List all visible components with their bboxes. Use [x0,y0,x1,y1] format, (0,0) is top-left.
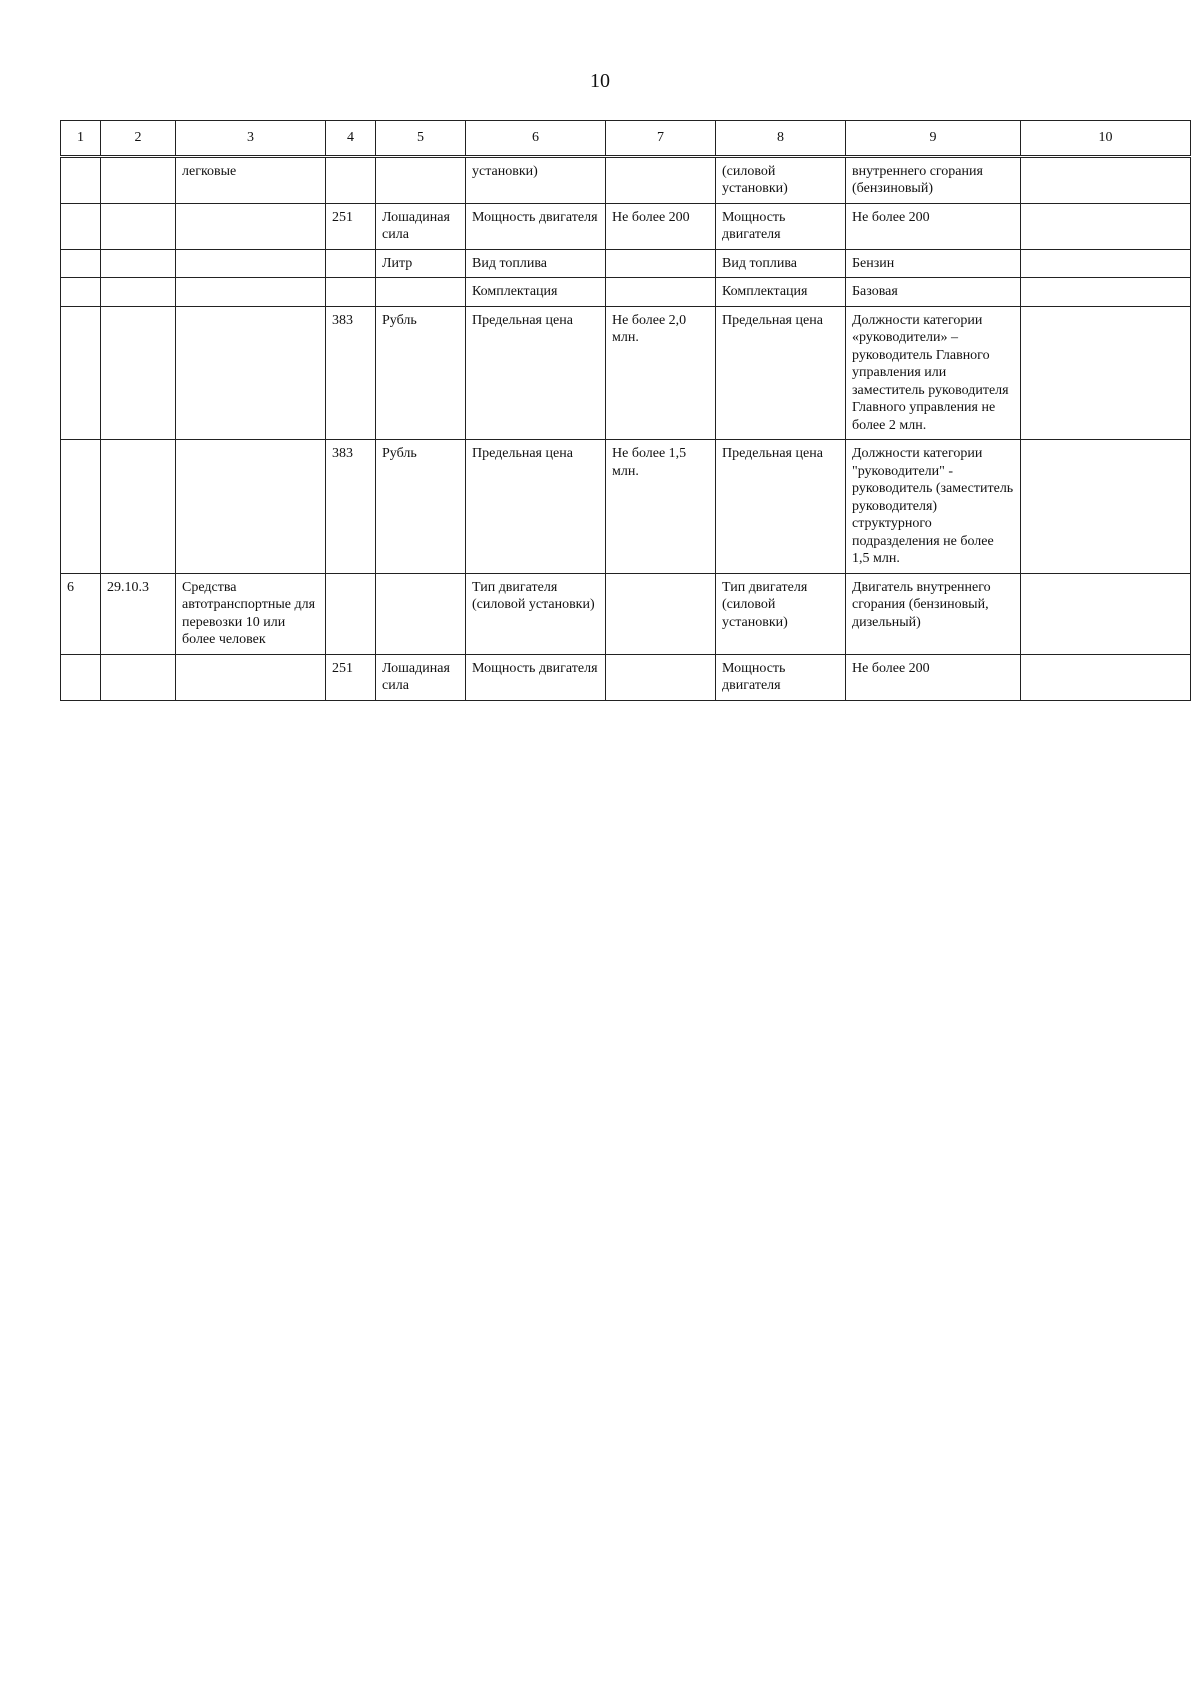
table-cell: Бензин [846,249,1021,278]
table-cell [61,203,101,249]
table-cell [61,156,101,203]
table-cell: Лошадиная сила [376,654,466,700]
table-row [61,654,1191,700]
table-cell: Не более 200 [846,203,1021,249]
table-cell: Мощность двигателя [716,654,846,700]
table-cell [61,440,101,574]
column-header: 7 [606,121,716,157]
table-cell [1021,573,1191,654]
table-cell [61,249,101,278]
table-cell [326,249,376,278]
column-header: 4 [326,121,376,157]
table-cell [101,440,176,574]
table-cell [326,156,376,203]
table-cell: Не более 200 [606,203,716,249]
table-row [61,249,1191,278]
column-header: 3 [176,121,326,157]
table-row [61,203,1191,249]
table-cell: Предельная цена [466,440,606,574]
table-cell: Тип двигателя (силовой установки) [716,573,846,654]
table-cell: Комплектация [466,278,606,307]
table-cell: Мощность двигателя [466,654,606,700]
table-cell [176,440,326,574]
table-row [61,156,1191,203]
table-cell: Литр [376,249,466,278]
table-cell [1021,306,1191,440]
page-number: 10 [590,70,610,92]
table-cell [1021,203,1191,249]
table-cell: Базовая [846,278,1021,307]
table-cell: 251 [326,203,376,249]
column-number-row [61,121,1191,157]
table-cell [176,654,326,700]
table-cell [376,573,466,654]
table-cell [376,156,466,203]
table-cell [606,249,716,278]
table-cell: 383 [326,440,376,574]
column-header: 1 [61,121,101,157]
table-cell [326,573,376,654]
table-cell [606,654,716,700]
table-cell: легковые [176,156,326,203]
table-cell: Предельная цена [466,306,606,440]
table-cell [606,156,716,203]
table-cell: Средства автотранспортные для перевозки 10 или более человек [176,573,326,654]
table-cell [1021,156,1191,203]
table-cell: Должности категории «руководители» – руководитель Главного управления или заместитель руководителя Главного управления не более 2 млн. [846,306,1021,440]
table-cell [606,573,716,654]
table-cell [101,203,176,249]
column-header: 5 [376,121,466,157]
column-header: 2 [101,121,176,157]
table-cell: Рубль [376,440,466,574]
table-cell: 6 [61,573,101,654]
table-cell [101,249,176,278]
table-cell: Должности категории "руководители" - руководитель (заместитель руководителя) структурного подразделения не более 1,5 млн. [846,440,1021,574]
table-cell: Вид топлива [716,249,846,278]
table-cell: Предельная цена [716,306,846,440]
table-cell [101,306,176,440]
table-cell: 383 [326,306,376,440]
table-cell [606,278,716,307]
table-row [61,440,1191,574]
table-row [61,278,1191,307]
table-cell [176,306,326,440]
requirements-table [60,120,1191,701]
table-cell [1021,440,1191,574]
table-cell: Не более 1,5 млн. [606,440,716,574]
column-header: 9 [846,121,1021,157]
table-cell: Тип двигателя (силовой установки) [466,573,606,654]
table-cell: Двигатель внутреннего сгорания (бензиновый, дизельный) [846,573,1021,654]
table-cell: внутреннего сгорания (бензиновый) [846,156,1021,203]
table-cell: установки) [466,156,606,203]
table-cell [376,278,466,307]
table-cell [61,278,101,307]
table-row [61,306,1191,440]
table-cell: Мощность двигателя [716,203,846,249]
table-cell [61,654,101,700]
table-cell: 251 [326,654,376,700]
table-cell [326,278,376,307]
column-header: 10 [1021,121,1191,157]
column-header: 6 [466,121,606,157]
table-row [61,573,1191,654]
table-cell: Предельная цена [716,440,846,574]
table-cell [101,278,176,307]
table-cell [101,156,176,203]
table-cell: (силовой установки) [716,156,846,203]
table-cell [61,306,101,440]
table-cell [1021,249,1191,278]
table-cell [1021,278,1191,307]
table-cell: Рубль [376,306,466,440]
table-cell: Не более 200 [846,654,1021,700]
table-cell [176,278,326,307]
table-cell [101,654,176,700]
table-cell: 29.10.3 [101,573,176,654]
table-cell: Не более 2,0 млн. [606,306,716,440]
table-cell: Вид топлива [466,249,606,278]
table-cell: Лошадиная сила [376,203,466,249]
table-cell [176,203,326,249]
table-cell: Мощность двигателя [466,203,606,249]
table-cell [1021,654,1191,700]
table-cell: Комплектация [716,278,846,307]
column-header: 8 [716,121,846,157]
table-cell [176,249,326,278]
